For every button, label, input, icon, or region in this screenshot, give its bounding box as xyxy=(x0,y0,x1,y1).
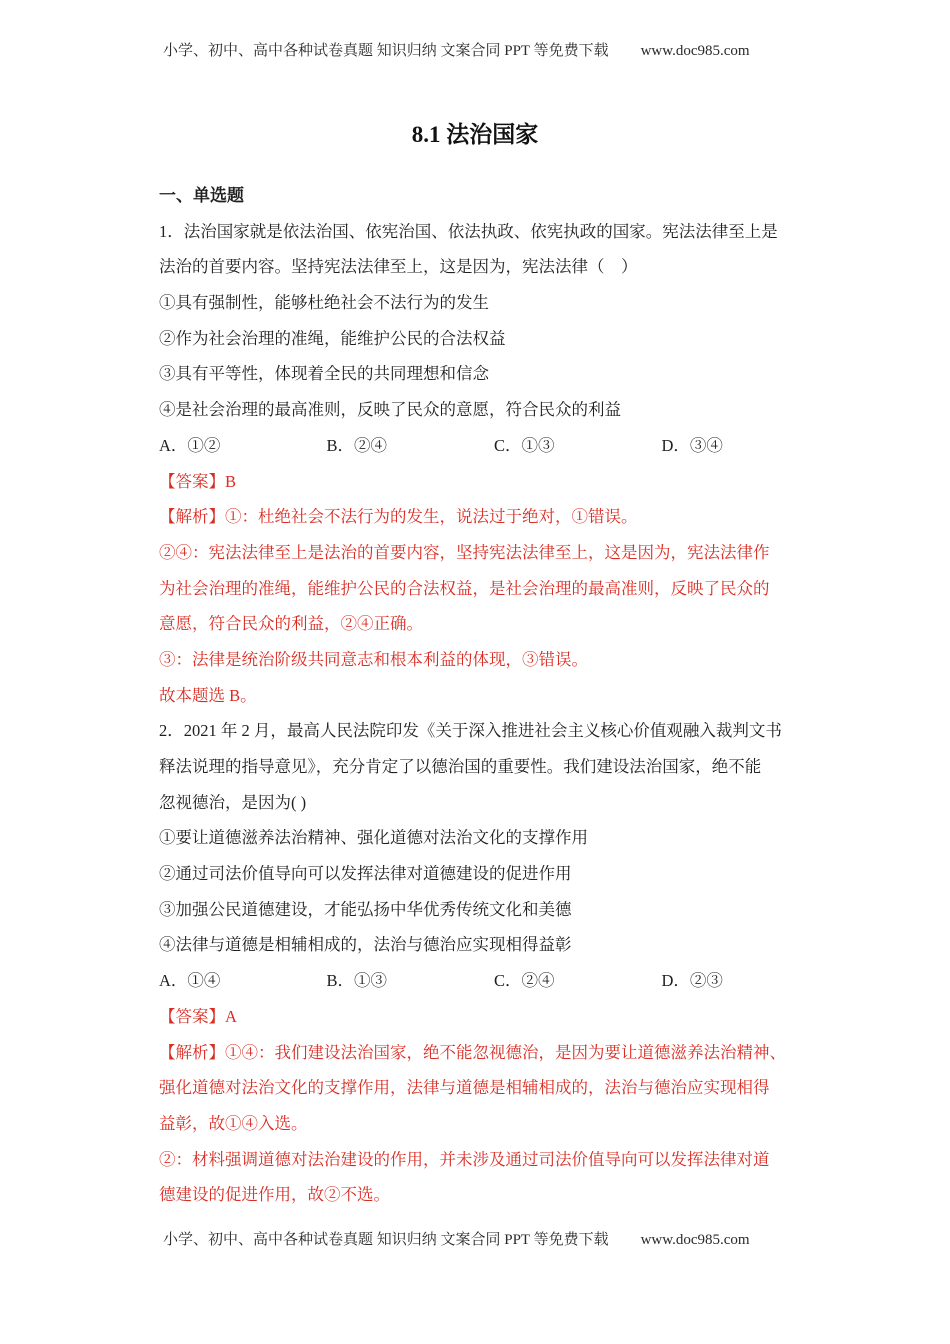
q2-analysis-line: 德建设的促进作用，故②不选。 xyxy=(159,1185,390,1205)
q1-analysis-conclusion: 故本题选 B。 xyxy=(159,685,257,705)
q1-analysis-line: ②④：宪法法律至上是法治的首要内容，坚持宪法法律至上，这是因为，宪法法律作 xyxy=(159,542,770,562)
header-site-url: www.doc985.com xyxy=(640,43,750,59)
q1-statement-item: ②作为社会治理的准绳，能维护公民的合法权益 xyxy=(159,328,506,348)
q1-option-a: A．①② xyxy=(159,435,221,455)
header-slogan: 小学、初中、高中各种试卷真题 知识归纳 文案合同 PPT 等免费下载 xyxy=(163,43,609,59)
q1-analysis-line: 为社会治理的准绳，能维护公民的合法权益，是社会治理的最高准则，反映了民众的 xyxy=(159,578,770,598)
q2-analysis-line: 【解析】①④：我们建设法治国家，绝不能忽视德治，是因为要让道德滋养法治精神、 xyxy=(159,1042,786,1062)
q2-option-b: B．①③ xyxy=(326,971,388,991)
q1-options-row xyxy=(159,428,804,464)
q1-analysis-line: 【解析】①：杜绝社会不法行为的发生，说法过于绝对，①错误。 xyxy=(159,507,638,527)
q2-answer-label: 【答案】A xyxy=(159,1006,237,1026)
q2-statement-item: ③加强公民道德建设，才能弘扬中华优秀传统文化和美德 xyxy=(159,899,572,919)
q2-option-d: D．②③ xyxy=(661,971,723,991)
footer-site-url: www.doc985.com xyxy=(640,1232,750,1248)
q1-option-c: C．①③ xyxy=(494,435,555,455)
q1-statement-item: ④是社会治理的最高准则，反映了民众的意愿，符合民众的利益 xyxy=(159,400,621,420)
q2-stem-line: 2．2021 年 2 月，最高人民法院印发《关于深入推进社会主义核心价值观融入裁判文书 xyxy=(159,721,782,741)
q2-statement-item: ④法律与道德是相辅相成的，法治与德治应实现相得益彰 xyxy=(159,935,572,955)
q2-statement-item: ②通过司法价值导向可以发挥法律对道德建设的促进作用 xyxy=(159,864,572,884)
page-footer xyxy=(163,1228,793,1249)
q2-options-row xyxy=(159,963,804,999)
q1-option-b: B．②④ xyxy=(326,435,388,455)
q2-stem-line: 释法说理的指导意见》，充分肯定了以德治国的重要性。我们建设法治国家，绝不能 xyxy=(159,757,762,776)
q2-analysis-line: 强化道德对法治文化的支撑作用，法律与道德是相辅相成的，法治与德治应实现相得 xyxy=(159,1078,770,1098)
q1-stem-line: 1．法治国家就是依法治国、依宪治国、依法执政、依宪执政的国家。宪法法律至上是 xyxy=(159,221,778,241)
q2-analysis-line: ②：材料强调道德对法治建设的作用，并未涉及通过司法价值导向可以发挥法律对道 xyxy=(159,1149,770,1169)
q2-analysis-line: 益彰，故①④入选。 xyxy=(159,1113,308,1133)
footer-slogan: 小学、初中、高中各种试卷真题 知识归纳 文案合同 PPT 等免费下载 xyxy=(163,1232,609,1248)
q2-option-a: A．①④ xyxy=(159,971,221,991)
page-title: 8.1 法治国家 xyxy=(411,122,539,147)
q1-answer-label: 【答案】B xyxy=(159,471,237,491)
q1-analysis-line: 意愿，符合民众的利益，②④正确。 xyxy=(159,614,423,634)
q2-option-c: C．②④ xyxy=(494,971,555,991)
q1-statement-item: ③具有平等性，体现着全民的共同理想和信念 xyxy=(159,364,489,384)
page-header xyxy=(163,39,793,60)
q1-option-d: D．③④ xyxy=(661,435,723,455)
q2-statement-item: ①要让道德滋养法治精神、强化道德对法治文化的支撑作用 xyxy=(159,828,588,848)
q1-statement-item: ①具有强制性，能够杜绝社会不法行为的发生 xyxy=(159,293,489,313)
q1-analysis-line: ③：法律是统治阶级共同意志和根本利益的体现，③错误。 xyxy=(159,649,588,669)
q1-stem-line: 法治的首要内容。坚持宪法法律至上，这是因为，宪法法律（ ） xyxy=(159,257,638,277)
document-body xyxy=(159,178,804,1213)
q2-stem-line: 忽视德治，是因为( ) xyxy=(159,792,307,812)
section-heading: 一、单选题 xyxy=(159,186,244,205)
